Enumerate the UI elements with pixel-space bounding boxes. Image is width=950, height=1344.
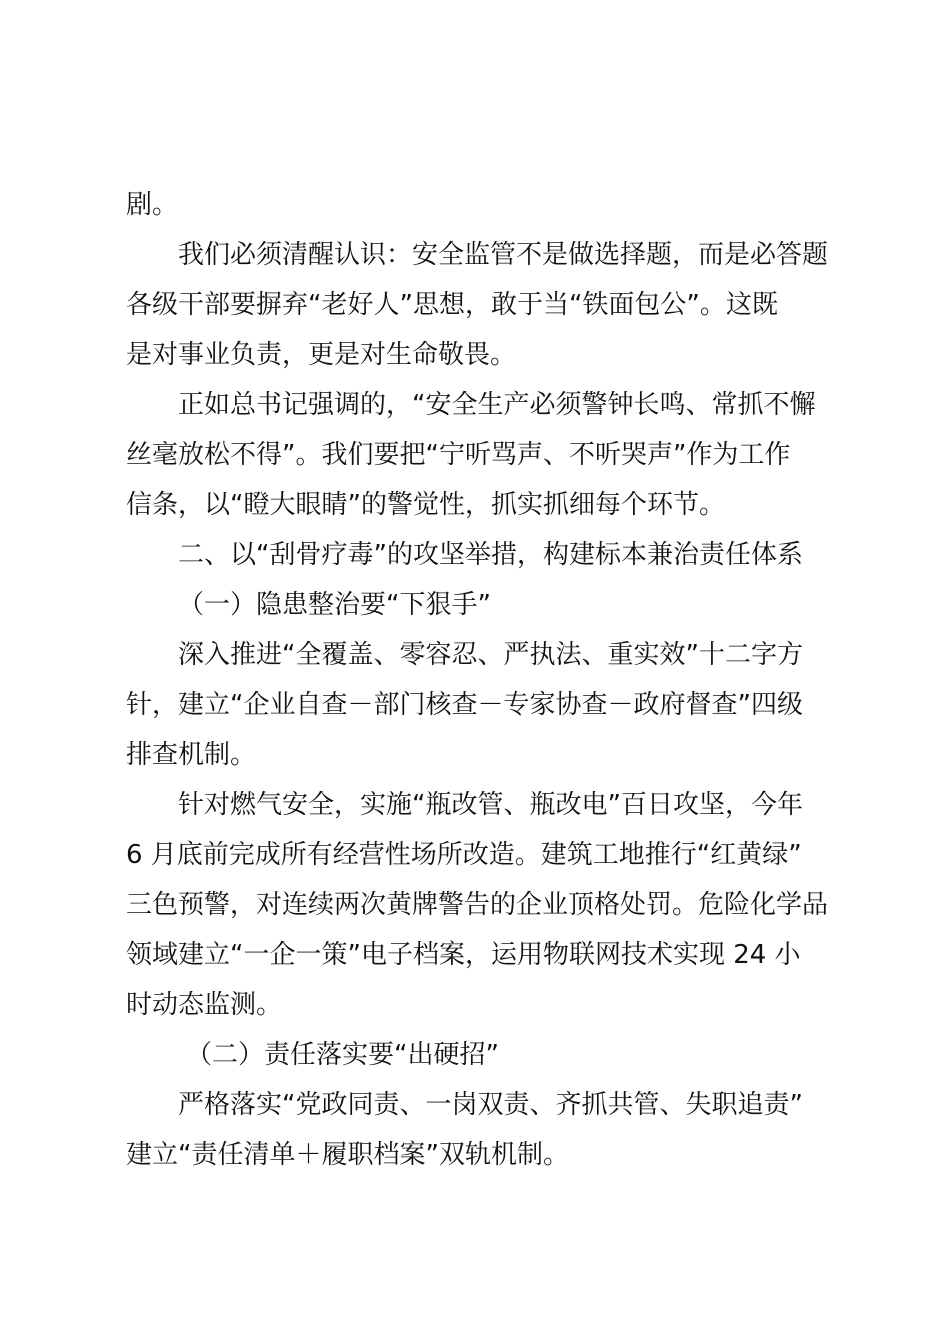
subsection-heading: （一）隐患整治要“下狠手”	[178, 590, 491, 620]
section-heading: 二、以“刮骨疗毒”的攻坚举措，构建标本兼治责任体系	[178, 540, 803, 570]
paragraph-line: 我们必须清醒认识：安全监管不是做选择题，而是必答题	[178, 240, 829, 270]
paragraph-line: 时动态监测。	[126, 990, 283, 1020]
paragraph-line: 排查机制。	[126, 740, 257, 770]
paragraph-line: 是对事业负责，更是对生命敬畏。	[126, 340, 517, 370]
paragraph-line: 领域建立“一企一策”电子档案，运用物联网技术实现 24 小	[126, 940, 801, 970]
subsection-heading: （二）责任落实要“出硬招”	[186, 1040, 499, 1070]
paragraph-line: 各级干部要摒弃“老好人”思想，敢于当“铁面包公”。这既	[126, 290, 778, 320]
paragraph-line: 6 月底前完成所有经营性场所改造。建筑工地推行“红黄绿”	[126, 840, 802, 870]
paragraph-line: 建立“责任清单＋履职档案”双轨机制。	[126, 1140, 569, 1170]
paragraph-line: 针对燃气安全，实施“瓶改管、瓶改电”百日攻坚，今年	[178, 790, 803, 820]
paragraph-line: 严格落实“党政同责、一岗双责、齐抓共管、失职追责”	[178, 1090, 803, 1120]
paragraph-line: 深入推进“全覆盖、零容忍、严执法、重实效”十二字方	[178, 640, 803, 670]
paragraph-line: 信条，以“瞪大眼睛”的警觉性，抓实抓细每个环节。	[126, 490, 725, 520]
paragraph-line: 正如总书记强调的，“安全生产必须警钟长鸣、常抓不懈	[178, 390, 816, 420]
paragraph-line: 针，建立“企业自查－部门核查－专家协查－政府督查”四级	[126, 690, 803, 720]
paragraph-line: 剧。	[126, 190, 179, 220]
paragraph-line: 三色预警，对连续两次黄牌警告的企业顶格处罚。危险化学品	[126, 890, 829, 920]
document-body	[126, 180, 832, 1180]
paragraph-line: 丝毫放松不得”。我们要把“宁听骂声、不听哭声”作为工作	[126, 440, 791, 470]
